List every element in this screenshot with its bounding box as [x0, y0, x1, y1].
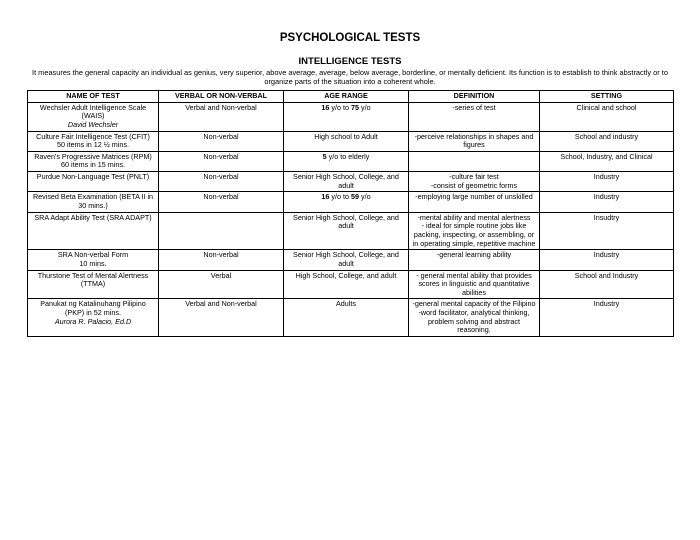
setting-cell: Industry: [540, 299, 674, 337]
test-name: Culture Fair Intelligence Test (CFIT): [36, 131, 150, 141]
test-name: SRA Non-verbal Form: [57, 250, 129, 260]
age-unit: y/o: [358, 192, 371, 202]
age-max: 59: [350, 192, 359, 202]
table-row: [28, 250, 674, 270]
age-range-cell: Senior High School, College, and adult: [284, 172, 409, 192]
age-range-cell: Senior High School, College, and adult: [284, 250, 409, 270]
test-author: Aurora R. Palacio, Ed.D: [54, 316, 132, 326]
test-name-cell: [28, 299, 159, 337]
header-name-of-test: NAME OF TEST: [28, 91, 159, 103]
age-min: 5: [322, 151, 327, 161]
setting-cell: Clinical and school: [540, 102, 674, 131]
definition-cell: -series of test: [409, 102, 540, 131]
test-note: 60 items in 15 mins.: [61, 160, 125, 170]
test-name-cell: [28, 131, 159, 151]
setting-cell: Industry: [540, 172, 674, 192]
definition-cell: -general learning ability: [409, 250, 540, 270]
age-unit: y/o: [358, 102, 371, 112]
definition-line: - ideal for simple routine jobs like packing, inspecting, or assembling, or in operating simple, repetitive machine: [412, 221, 536, 248]
test-name-cell: Purdue Non-Language Test (PNLT): [28, 172, 159, 192]
table-row: [28, 270, 674, 299]
table-row: [28, 212, 674, 250]
age-range-cell: [284, 102, 409, 131]
type-cell: Non-verbal: [159, 151, 284, 171]
test-name: Panukat ng Katalinuhang Pilipino (PKP) in 52 mins.: [40, 299, 146, 318]
table-row: [28, 131, 674, 151]
test-name-cell: Thurstone Test of Mental Alertness (TTMA): [28, 270, 159, 299]
age-joiner: y/o to: [329, 102, 351, 112]
definition-line: -culture fair test: [449, 172, 499, 182]
setting-cell: School and industry: [540, 131, 674, 151]
intelligence-tests-table: [27, 90, 674, 337]
setting-cell: Industry: [540, 192, 674, 212]
section-description: It measures the general capacity an individual as genius, very superior, above average, average, below average, borderline, or mentally deficient. Its function is to establish to think abstractly or to organize parts of the situation into a coherent whole.: [32, 68, 668, 87]
age-range-cell: Adults: [284, 299, 409, 337]
section-title: INTELLIGENCE TESTS: [298, 56, 402, 67]
definition-cell: -perceive relationships in shapes and figures: [409, 131, 540, 151]
test-name: Wechsler Adult Intelligence Scale (WAIS): [39, 102, 147, 121]
type-cell: [159, 212, 284, 250]
definition-cell: - general mental ability that provides scores in linguistic and quantitative abilities: [409, 270, 540, 299]
header-age-range: AGE RANGE: [284, 91, 409, 103]
type-cell: Non-verbal: [159, 250, 284, 270]
age-min: 16: [321, 102, 330, 112]
setting-cell: School and Industry: [540, 270, 674, 299]
test-name-cell: [28, 102, 159, 131]
setting-cell: School, Industry, and Clinical: [540, 151, 674, 171]
definition-line: -word facilitator, analytical thinking, problem solving and abstract reasoning.: [418, 308, 530, 335]
definition-cell: [409, 212, 540, 250]
header-definition: DEFINITION: [409, 91, 540, 103]
page-title: PSYCHOLOGICAL TESTS: [279, 32, 421, 44]
age-range-cell: [284, 151, 409, 171]
table-row: [28, 192, 674, 212]
table-row: [28, 172, 674, 192]
setting-cell: Insudtry: [540, 212, 674, 250]
type-cell: Verbal and Non-verbal: [159, 102, 284, 131]
definition-cell: [409, 151, 540, 171]
type-cell: Non-verbal: [159, 131, 284, 151]
test-name-cell: Revised Beta Examination (BETA II in 30 mins.): [28, 192, 159, 212]
definition-cell: -employing large number of unskilled: [409, 192, 540, 212]
definition-line: -general mental capacity of the Filipino: [412, 299, 536, 309]
age-rest: y/o to elderly: [326, 151, 370, 161]
test-name-cell: [28, 151, 159, 171]
definition-cell: [409, 172, 540, 192]
type-cell: Non-verbal: [159, 192, 284, 212]
age-range-cell: High school to Adult: [284, 131, 409, 151]
type-cell: Verbal and Non-verbal: [159, 299, 284, 337]
table-row: [28, 151, 674, 171]
age-max: 75: [350, 102, 359, 112]
age-range-cell: [284, 192, 409, 212]
definition-line: -consist of geometric forms: [430, 180, 518, 190]
test-note: 50 items in 12 ½ mins.: [57, 140, 129, 150]
header-verbal-or-non-verbal: VERBAL OR NON-VERBAL: [159, 91, 284, 103]
age-range-cell: High School, College, and adult: [284, 270, 409, 299]
test-author: David Wechsler: [67, 119, 119, 129]
table-row: [28, 299, 674, 337]
age-joiner: y/o to: [329, 192, 351, 202]
test-name: Raven's Progressive Matrices (RPM): [34, 151, 152, 161]
age-range-cell: Senior High School, College, and adult: [284, 212, 409, 250]
age-min: 16: [321, 192, 330, 202]
table-header-row: [28, 91, 674, 103]
table-row: [28, 102, 674, 131]
test-note: 10 mins.: [79, 258, 107, 268]
test-name-cell: [28, 250, 159, 270]
test-name-cell: SRA Adapt Ability Test (SRA ADAPT): [28, 212, 159, 250]
setting-cell: Industry: [540, 250, 674, 270]
header-setting: SETTING: [540, 91, 674, 103]
type-cell: Verbal: [159, 270, 284, 299]
definition-line: -mental ability and mental alertness: [417, 212, 531, 222]
definition-cell: [409, 299, 540, 337]
type-cell: Non-verbal: [159, 172, 284, 192]
